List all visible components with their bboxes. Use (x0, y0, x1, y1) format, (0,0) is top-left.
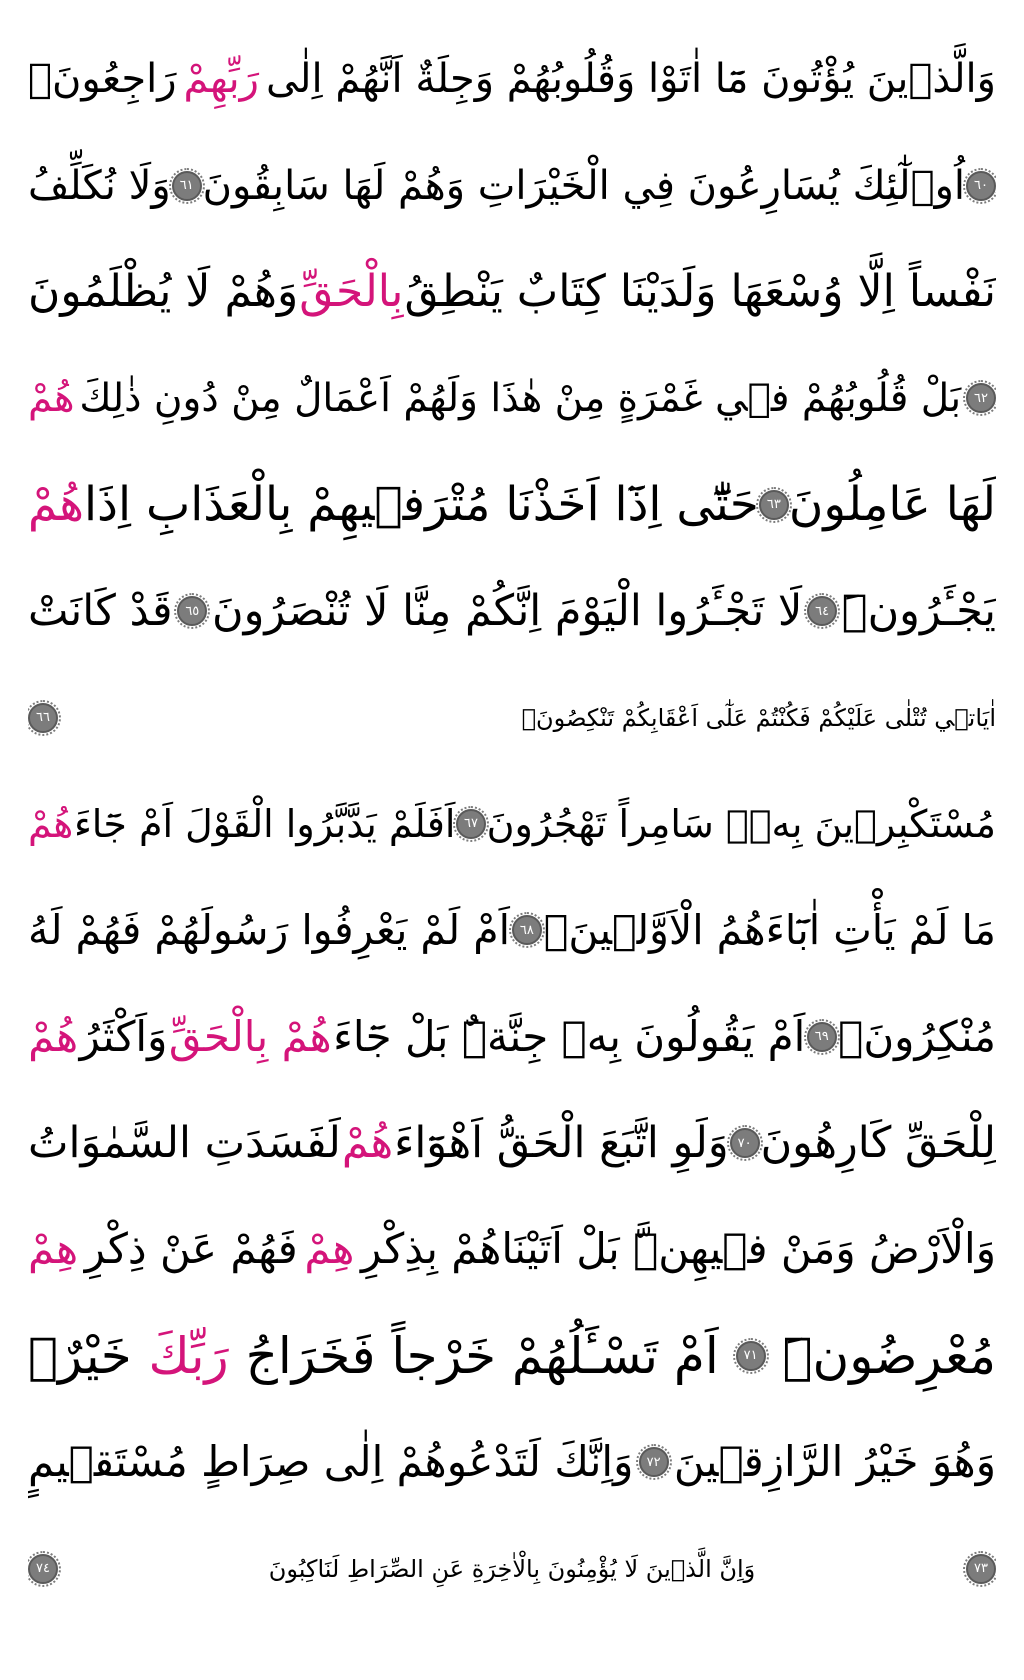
verse-text: حَتّٰٓى اِذَٓا اَخَذْنَا مُتْرَف۪يهِمْ بِالْعَذَابِ اِذَا (84, 477, 759, 533)
highlighted-word: هُمْ (341, 1117, 394, 1168)
verse-line (28, 984, 996, 1090)
verse-text: خَيْرٌۗ (28, 1326, 132, 1385)
verse-text: قَدْ كَانَتْ (28, 585, 173, 636)
ayah-number-marker: ٦١ (172, 171, 202, 201)
verse-line (28, 1303, 996, 1409)
ayah-number-marker: ٦٧ (456, 809, 486, 839)
verse-text: اَفَلَمْ يَدَّبَّرُوا الْقَوْلَ اَمْ جَٓاءَ (73, 801, 456, 846)
highlighted-word: هُمْ (28, 1011, 79, 1061)
verse-text: وَهُوَ خَيْرُ الرَّازِق۪ينَ (673, 1437, 996, 1487)
verse-text: اَمْ تَسْـَٔلُهُمْ خَرْجاً فَخَرَاجُ (245, 1326, 719, 1385)
ayah-number-marker: ٧٠ (730, 1128, 760, 1158)
ayah-number-marker: ٦٨ (512, 915, 542, 945)
verse-line (28, 558, 996, 664)
verse-text: لَا تَجْـَٔرُوا الْيَوْمَ اِنَّكُمْ مِنَّا لَا تُنْصَرُونَ (212, 585, 803, 636)
verse-text: فَهُمْ عَنْ ذِكْرِ (84, 1224, 298, 1274)
verse-text: مَا لَمْ يَأْتِ اٰبَٓاءَهُمُ الْاَوَّل۪ينَۘ (543, 905, 996, 954)
verse-text: وَاَكْثَرُ (79, 1011, 168, 1061)
highlighted-word: هُمْ (28, 375, 75, 421)
verse-line (28, 132, 996, 238)
ayah-number-marker: ٦٦ (28, 703, 58, 733)
highlighted-word: رَبِّهِمْ (183, 56, 259, 103)
verse-text: نَفْساً اِلَّا وُسْعَهَا وَلَدَيْنَا كِتَابٌ يَنْطِقُ (404, 265, 996, 317)
verse-text: اَمْ لَمْ يَعْرِفُوا رَسُولَهُمْ فَهُمْ لَهُ (28, 905, 510, 954)
ayah-number-marker: ٧١ (736, 1341, 766, 1371)
highlighted-word: هِمْ (28, 1224, 79, 1274)
verse-line (28, 345, 996, 451)
verse-text: لِلْحَقِّ كَارِهُونَ (760, 1117, 996, 1168)
verse-text: مُعْرِضُونَۜ (782, 1326, 996, 1385)
ayah-number-marker: ٦٥ (177, 596, 207, 626)
highlighted-word: هُمْ (28, 801, 74, 846)
verse-line (28, 771, 996, 877)
verse-text: اٰيَات۪ي تُتْلٰى عَلَيْكُمْ فَكُنْتُمْ عَلٰٓى اَعْقَابِكُمْ تَنْكِصُونَۙ (521, 703, 996, 732)
verse-text: يَجْـَٔرُونَۜ (841, 585, 996, 636)
ayah-number-marker: ٧٣ (966, 1554, 996, 1584)
verse-line (28, 664, 996, 770)
verse-text: لَهَا عَامِلُونَ (788, 477, 996, 533)
verse-text: وَالَّذ۪ينَ يُؤْتُونَ مَٓا اٰتَوْا وَقُلُوبُهُمْ وَجِلَةٌ اَنَّهُمْ اِلٰى (265, 56, 996, 103)
ayah-number-marker: ٦٩ (807, 1022, 837, 1052)
verse-text: وَاِنَّكَ لَتَدْعُوهُمْ اِلٰى صِرَاطٍ مُسْتَق۪يمٍ (28, 1437, 634, 1487)
ayah-number-marker: ٧٤ (28, 1554, 58, 1584)
verse-line (28, 1409, 996, 1515)
verse-line (28, 452, 996, 558)
highlighted-word: هِمْ (304, 1224, 355, 1274)
verse-text: مُسْتَكْبِر۪ينَ بِه۪ۗ سَامِراً تَهْجُرُونَ (486, 801, 996, 846)
verse-text: وَالْاَرْضُ وَمَنْ ف۪يهِنَّۜ بَلْ اَتَيْنَاهُمْ بِذِكْرِ (361, 1224, 996, 1274)
ayah-number-marker: ٦٠ (966, 171, 996, 201)
verse-text: وَاِنَّ الَّذ۪ينَ لَا يُؤْمِنُونَ بِالْاٰخِرَةِ عَنِ الصِّرَاطِ لَنَاكِبُونَ (268, 1554, 756, 1583)
verse-text: اُو۬لٰٓئِكَ يُسَارِعُونَ فِي الْخَيْرَاتِ وَهُمْ لَهَا سَابِقُونَ (202, 162, 966, 209)
verse-line (28, 1515, 996, 1621)
verse-text: لَفَسَدَتِ السَّمٰوَاتُ (28, 1117, 341, 1168)
verse-text: اَمْ يَقُولُونَ بِه۪ جِنَّةٌۜ بَلْ جَٓاءَ (333, 1011, 806, 1061)
ayah-number-marker: ٦٤ (807, 596, 837, 626)
ayah-number-marker: ٦٢ (966, 383, 996, 413)
verse-text: وَهُمْ لَا يُظْلَمُونَ (28, 265, 299, 317)
verse-text: مُنْكِرُونَۘ (838, 1011, 996, 1061)
highlighted-word: هُمْ بِالْحَقِّ (168, 1011, 332, 1061)
verse-line (28, 1196, 996, 1302)
ayah-number-marker: ٦٣ (759, 490, 789, 520)
verse-text: بَلْ قُلُوبُهُمْ ف۪ي غَمْرَةٍ مِنْ هٰذَا وَلَهُمْ اَعْمَالٌ مِنْ دُونِ ذٰلِكَ (79, 375, 962, 421)
verse-line (28, 26, 996, 132)
ayah-number-marker: ٧٢ (639, 1447, 669, 1477)
verse-text: وَلَوِ اتَّبَعَ الْحَقُّ اَهْوَٓاءَ (394, 1117, 729, 1168)
verse-line (28, 1090, 996, 1196)
highlighted-word: رَبِّكَ (148, 1326, 229, 1385)
verse-text: رَاجِعُونَۙ (28, 56, 177, 103)
highlighted-word: هُمْ (28, 477, 84, 533)
verse-line (28, 877, 996, 983)
verse-line (28, 239, 996, 345)
highlighted-word: بِالْحَقِّ (299, 265, 404, 317)
verse-text: وَلَا نُكَلِّفُ (28, 162, 171, 209)
